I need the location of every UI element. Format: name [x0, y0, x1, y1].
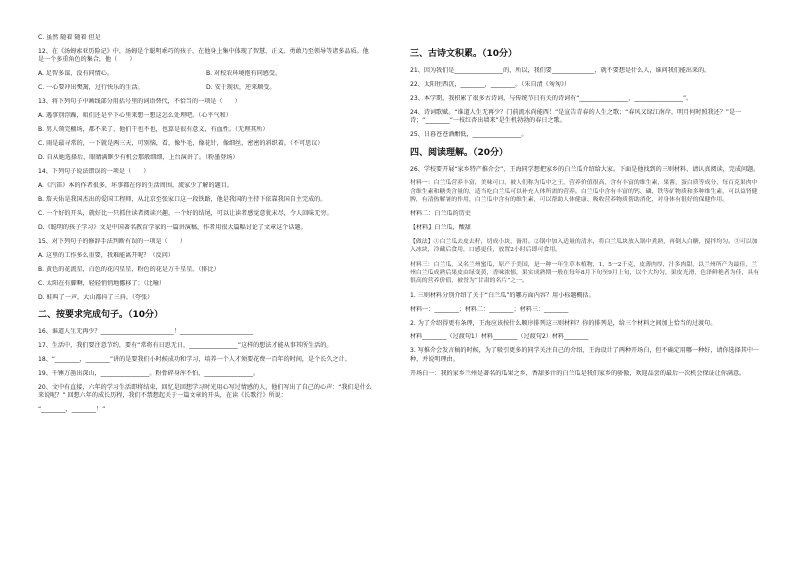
question-20-blank: “________，________！” — [38, 405, 106, 413]
sub-question-2: 2. 为了介绍得更有条理，王海应该按什么顺序排列这三则材料？你的排列是，给三个材料之间加上恰当的过渡句。 — [410, 319, 717, 327]
option-c: C. 太阳在有脚啊，轻轻悄悄地挪移了；（比喻） — [38, 279, 165, 287]
question-18: 18、“________，________”讲的是要我们小时候成功和学习，培养一个人才须要花费一百年的时间，是个长久之计。 — [38, 355, 351, 363]
question-17: 17、生活中，我们要注意节约，要有“常将有日思无日，________________”这样的想法才能从事其所生活的。 — [38, 342, 333, 350]
question-15: 15、对下列句子的修辞手法判断有误的一项是（ ） — [38, 237, 186, 245]
question-25: 25、日暮苍苍酒酣低，________________。 — [410, 131, 528, 139]
material-2-subtitle: 【材料】白兰瓜，酸甜 — [410, 224, 471, 232]
option-a: A.《汽笛》本的作者很多，坏事都在你的生活周围，流家少了解的题目。 — [38, 181, 233, 189]
sub-question-1-blanks: 材料一：________；材料二：________；材料三：________ — [410, 305, 569, 313]
option-b: B. 黄色的花流星，白色的花闪星星，粉色的花是万千星星。（排比） — [38, 265, 220, 273]
opening-remark-1: 开场白一：我的家乡兰州是著名的瓜果之乡，香甜多汁的白兰瓜是我们家乡的骄傲，欢迎品尝的最后一次机会保证让你满意。 — [410, 369, 746, 377]
question-14: 14、下列句子说法错误的一项是（ ） — [38, 167, 150, 175]
question-12: 12、在《汤姆索亚历险记》中，汤姆是个聪明乖巧的孩子，在他身上集中体现了智慧、正义、勇敢乃至领导等诸多品质。他是一个多重角色的集合，他（ ） — [38, 47, 369, 64]
material-3: 材料三：白兰瓜，又名兰州蜜瓜，原产于美国，是一种一年生草本植物，1、5一2千克，皮薄肉厚，汁多肉甜，以兰州所产为最佳，兰州白兰瓜成熟后果皮由绿变黄，香味浓郁，果实成熟期一般在每年8月下旬至9月上旬，以个大均匀，果皮光滑，色泽鲜艳者为佳，具有很高的营养价值，被誉为“甘肃的名片”之一。 — [410, 261, 760, 285]
option-c: C. 一个好的开头，就好比一只抓住读者阅读兴趣，一个好的结尾，可以让读者感觉意犹未尽，令人回味无穷。 — [38, 209, 333, 217]
question-13: 13、将下列句子中画线部分用括号里的词语替代，不恰当的一项是（ ） — [38, 98, 241, 106]
question-option-line: C. 虽然 随着 随着 但是 — [38, 34, 101, 41]
option-d: D.《聪明的孩子学习》文是中国著名教育学家的一篇讲演稿，作者用很大篇幅讨论了文章这个话题。 — [38, 223, 307, 231]
left-column — [38, 34, 374, 420]
question-23: 23、本学期，我积累了很多古诗词，与传统节日有关的诗词有“________________，________________”。 — [410, 94, 693, 102]
question-12-options-row — [38, 84, 374, 91]
option-b: B. 男人领完棚场，都不来了，他们干也不也，也算是很有意义，有血性。（无理其所） — [38, 126, 269, 134]
question-24: 24、诗词歌赋。“谁道人生无再少？门前流水尚能西！”是宣告青春的人生之歌；“春风又绿江南岸，明月何时照我还？”是一诗；“________”一枝红杏出墙来”是生机勃勃的春日之歌。 — [410, 108, 742, 125]
option-b: B. 詹天佑是我国杰出的爱国工程师，从北京至张家口这一段铁路，他是我国的主持下依靠我国自主完成的。 — [38, 195, 327, 203]
option-c: C. 雨是最寻常的，一下就是两三天，可别恼，看，像牛毛，像花针，像细丝，密密的斜织着。（不可思议） — [38, 140, 324, 148]
question-20: 20、文中有直接，六年的学习生活即将结束，回忆是回想学习时光用心写过情感的人，他们写出了自己的心声：“我们是什么来说呢？” 回想六年的成长历程，我们不禁想起关于一篇文章的开头，在读《长歌行》所说： — [38, 383, 372, 400]
option-a: A. 遇事别浮躁，咱们还是平下心里来想一想这怎么处理吧。（心平气和） — [38, 112, 232, 120]
option-d: D. 蛙叫了一声，大山都抖了三抖。（夸张） — [38, 293, 154, 301]
sub-question-3: 3. 写推介会发言稿的时候，为了吸引更多的同学关注自己的介绍，王海设计了两种开场白，但不确定用哪一种好，请你选择其中一种，并说明理由。 — [410, 347, 760, 363]
right-column — [410, 34, 760, 384]
sub-question-1: 1. 三则材料分别介绍了关于“白兰瓜”的哪方面内容？用小标题概括。 — [410, 291, 595, 299]
question-16: 16、谁道人生无再少？________________________！________________________ — [38, 328, 253, 336]
option-a: A. 足智多谋，没有同情心。 — [38, 70, 113, 78]
option-d: D. 自从她选择后，眼睛满眶少有机会那般细细，上台演讲了。（粉墨登场） — [38, 153, 239, 161]
question-19: 19、千锤万凿出深山，________________。粉骨碎身浑不怕，________________。 — [38, 369, 260, 377]
section-2-title: 二、按要求完成句子。（10分） — [38, 310, 164, 321]
question-12-options-row — [38, 70, 374, 77]
option-c: C. 一心要冲出樊篱，过行快乐的生活。 — [38, 84, 144, 92]
option-a: A. 这里的工作多么重要，我难能离开呢？（反问） — [38, 251, 174, 259]
question-26-intro: 26、学校要开展“家乡特产推介会”，王海同学想把家乡的白兰瓜介绍给大家。下面是他找到的三则材料，请认真阅读，完成问题。 — [410, 165, 760, 173]
section-4-title: 四、阅读理解。（20分） — [410, 147, 509, 158]
material-1: 材料一：白兰瓜营养丰富，美味可口，被人们称为瓜中之王，营养价值很高，含有丰富的维生素，果酱，蛋白质等成分，每百克果肉中含维生素和糖类含量的，适当吃白兰瓜可以补充人体所需的营养。白兰瓜中含有丰富的钙、磷、铁等矿物质和多种维生素，可以益肾健脾，有清热解暑的作用，白兰瓜中含有的维生素，可以帮助人体健康、吸收营养物质帮助消化，对身体有很好的保健作用。 — [410, 180, 758, 203]
option-d: D. 安于现状，逆来顺受。 — [206, 84, 276, 92]
question-22: 22、太阳往西沉，________，________。（朱自清《匆匆》） — [410, 80, 571, 88]
question-21: 21、因为我们是________________的，所以，我们要______________，就不要想是什么人，谁问我们能出来的。 — [410, 67, 711, 74]
material-2-body: 【做法】①白兰瓜去皮去籽，切成小块，备用。②锅中加入适量的清水，将白兰瓜块放入锅中煮熟，再倒入白糖，搅拌均匀。③可以加入冰块，冷藏后食用，口感更佳，放置2小时后即可食用。 — [410, 239, 758, 254]
sub-question-2-blanks: 材料________（过渡句1）材料________（过渡句2）材料________ — [410, 333, 589, 341]
option-b: B. 对校农环境抱有同感受。 — [206, 70, 282, 78]
section-3-title: 三、古诗文积累。（10分） — [410, 49, 518, 59]
material-2-title: 材料二：白兰瓜的历史 — [410, 210, 471, 218]
